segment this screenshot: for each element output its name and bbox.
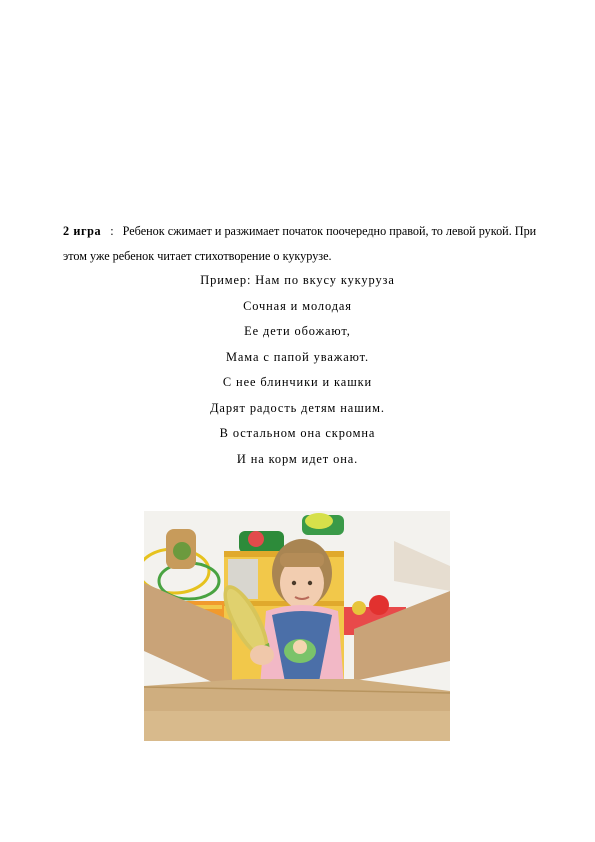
- game-text: Ребенок сжимает и разжимает початок поочередно правой, то левой рукой. При этом уже ребенок читает стихотворение о кукурузе.: [63, 224, 537, 263]
- poem-line: Сочная и молодая: [243, 298, 352, 313]
- photo-child-with-corn: [144, 511, 450, 741]
- game-separator: :: [110, 224, 114, 238]
- poem-line: И на корм идет она.: [236, 451, 359, 466]
- poem-line: Дарят радость детям нашим.: [210, 400, 385, 415]
- poem: [0, 268, 595, 472]
- game-description: [63, 219, 543, 269]
- poem-line: Ее дети обожают,: [244, 324, 351, 338]
- poem-line: С нее блинчики и кашки: [222, 375, 373, 389]
- photo-illustration: [144, 511, 450, 741]
- poem-line: Мама с папой уважают.: [225, 349, 369, 364]
- game-label: 2 игра: [63, 224, 102, 238]
- poem-line: В остальном она скромна: [219, 426, 376, 440]
- poem-line: Пример: Нам по вкусу кукуруза: [200, 273, 395, 287]
